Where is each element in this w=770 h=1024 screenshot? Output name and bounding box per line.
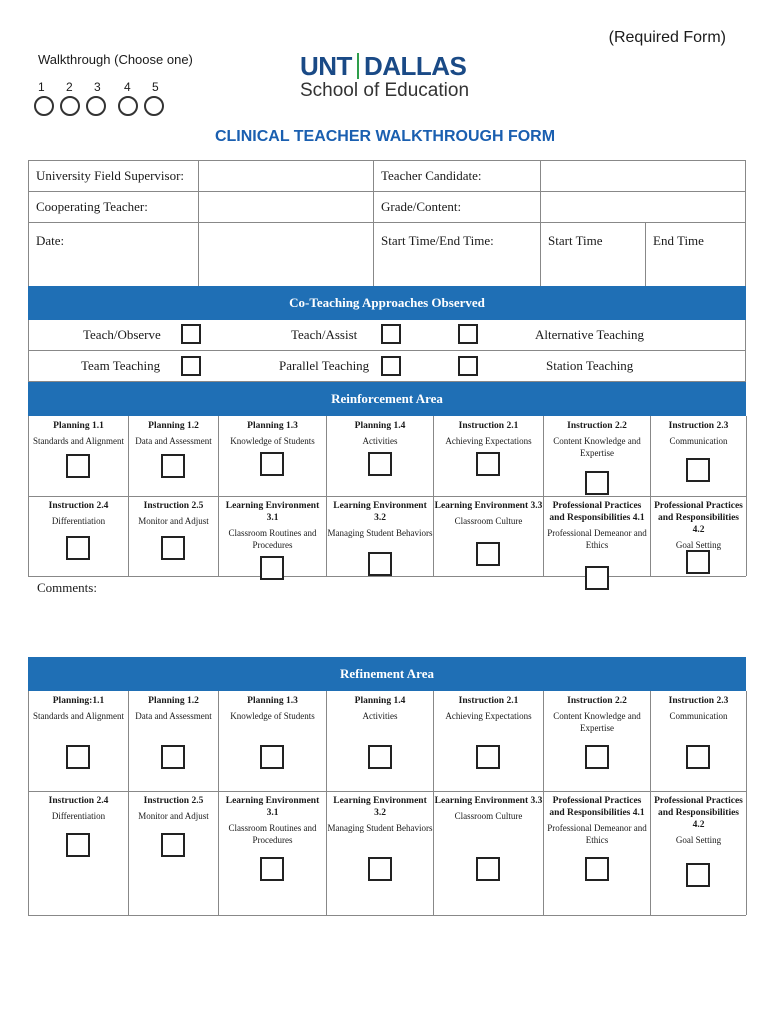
refinement-standard-description: Achieving Expectations [445, 711, 532, 721]
reinforcement-header: Reinforcement Area [28, 382, 746, 416]
alternative-teaching-checkbox[interactable] [458, 324, 478, 344]
refinement-standard-description: Monitor and Adjust [138, 811, 209, 821]
reinforcement-row1-checkbox-1[interactable] [66, 454, 90, 478]
refinement-row1-cell-4 [326, 691, 433, 791]
reinforcement-standard-description: Achieving Expectations [445, 436, 532, 446]
refinement-standard-description: Data and Assessment [135, 711, 212, 721]
station-teaching-label: Station Teaching [546, 358, 634, 373]
refinement-row2-checkbox-4[interactable] [368, 857, 392, 881]
cooperating-label: Cooperating Teacher: [29, 192, 199, 223]
reinforcement-standard-title: Learning Environment 3.2 [333, 501, 427, 523]
refinement-standard-description: Knowledge of Students [230, 711, 315, 721]
refinement-row2-checkbox-1[interactable] [66, 833, 90, 857]
reinforcement-row1-checkbox-6[interactable] [585, 471, 609, 495]
form-title: CLINICAL TEACHER WALKTHROUGH FORM [214, 128, 556, 145]
cooperating-field[interactable] [199, 192, 374, 223]
logo-divider [357, 53, 359, 79]
walkthrough-radio-2[interactable] [60, 96, 80, 116]
teach-observe-label: Teach/Observe [83, 327, 161, 342]
refinement-standard-title: Professional Practices and Responsibilities 4.1 [549, 796, 645, 818]
reinforcement-standard-description: Classroom Culture [454, 516, 523, 526]
refinement-standard-title: Instruction 2.1 [458, 696, 519, 706]
reinforcement-standard-description: Communication [669, 436, 728, 446]
refinement-row2-checkbox-5[interactable] [476, 857, 500, 881]
walkthrough-radio-1[interactable] [34, 96, 54, 116]
reinforcement-right-border [746, 416, 747, 496]
reinforcement-row1-checkbox-7[interactable] [686, 458, 710, 482]
refinement-standard-description: Communication [669, 711, 728, 721]
refinement-row2-cell-5 [433, 791, 543, 915]
reinforcement-row2-checkbox-7[interactable] [686, 550, 710, 574]
refinement-row2-checkbox-2[interactable] [161, 833, 185, 857]
refinement-standard-title: Instruction 2.3 [668, 696, 729, 706]
reinforcement-row2-checkbox-5[interactable] [476, 542, 500, 566]
refinement-standard-title: Planning 1.3 [247, 696, 298, 706]
reinforcement-standard-title: Instruction 2.4 [48, 501, 109, 511]
refinement-row1-cell-2 [128, 691, 218, 791]
reinforcement-standard-title: Instruction 2.3 [668, 421, 729, 431]
refinement-row2-checkbox-6[interactable] [585, 857, 609, 881]
refinement-right-border [746, 691, 747, 791]
refinement-standard-description: Standards and Alignment [33, 711, 124, 721]
refinement-row1-checkbox-7[interactable] [686, 745, 710, 769]
reinforcement-standard-description: Managing Student Behaviors [327, 528, 433, 538]
refinement-standard-title: Professional Practices and Responsibilities 4.2 [654, 796, 743, 830]
refinement-row1-cell-6 [543, 691, 650, 791]
teach-observe-checkbox[interactable] [181, 324, 201, 344]
refinement-standard-title: Learning Environment 3.3 [434, 796, 543, 806]
refinement-standard-description: Activities [362, 711, 398, 721]
reinforcement-standard-title: Planning 1.2 [148, 421, 199, 431]
reinforcement-standard-description: Professional Demeanor and Ethics [547, 528, 647, 550]
reinforcement-standard-title: Learning Environment 3.1 [225, 501, 320, 523]
refinement-standard-title: Instruction 2.5 [143, 796, 204, 806]
reinforcement-row2-checkbox-1[interactable] [66, 536, 90, 560]
logo-dallas: DALLAS [363, 51, 467, 81]
refinement-row2-cell-6 [543, 791, 650, 915]
reinforcement-standard-description: Activities [362, 436, 398, 446]
refinement-standard-description: Professional Demeanor and Ethics [547, 823, 647, 845]
grade-field[interactable] [541, 192, 746, 223]
reinforcement-standard-title: Planning 1.3 [247, 421, 298, 431]
refinement-row2-checkbox-7[interactable] [686, 863, 710, 887]
reinforcement-right-border [746, 496, 747, 576]
start-time-field[interactable]: Start Time [541, 223, 646, 290]
comments-label: Comments: [37, 580, 97, 595]
reinforcement-standard-title: Professional Practices and Responsibilities 4.2 [654, 501, 743, 535]
refinement-row1-cell-3 [218, 691, 326, 791]
refinement-row1-checkbox-5[interactable] [476, 745, 500, 769]
walkthrough-number-4: 4 [124, 80, 131, 94]
refinement-standard-description: Differentiation [51, 811, 106, 821]
coteaching-row-1 [28, 320, 746, 351]
refinement-standard-description: Goal Setting [675, 835, 722, 845]
refinement-row2-cell-4 [326, 791, 433, 915]
refinement-standard-title: Planning:1.1 [52, 696, 105, 706]
supervisor-label: University Field Supervisor: [29, 161, 199, 192]
refinement-standard-description: Content Knowledge and Expertise [553, 711, 641, 733]
refinement-row2-checkbox-3[interactable] [260, 857, 284, 881]
reinforcement-standard-description: Classroom Routines and Procedures [228, 528, 317, 550]
reinforcement-standard-title: Instruction 2.2 [567, 421, 627, 431]
grade-label: Grade/Content: [374, 192, 541, 223]
date-label: Date: [29, 223, 199, 290]
refinement-standard-description: Classroom Routines and Procedures [228, 823, 317, 845]
reinforcement-standard-title: Instruction 2.5 [143, 501, 204, 511]
refinement-row1-cell-5 [433, 691, 543, 791]
time-label: Start Time/End Time: [374, 223, 541, 290]
walkthrough-radio-3[interactable] [86, 96, 106, 116]
refinement-right-border [746, 791, 747, 915]
walkthrough-number-2: 2 [66, 80, 73, 94]
reinforcement-row1-checkbox-2[interactable] [161, 454, 185, 478]
teach-assist-checkbox[interactable] [381, 324, 401, 344]
end-time-field[interactable]: End Time [646, 223, 746, 290]
candidate-label: Teacher Candidate: [374, 161, 541, 192]
refinement-standard-title: Learning Environment 3.1 [225, 796, 320, 818]
refinement-row1-checkbox-6[interactable] [585, 745, 609, 769]
candidate-field[interactable] [541, 161, 746, 192]
reinforcement-standard-title: Instruction 2.1 [458, 421, 519, 431]
refinement-standard-title: Learning Environment 3.2 [333, 796, 427, 818]
reinforcement-standard-description: Standards and Alignment [33, 436, 124, 446]
reinforcement-standard-description: Monitor and Adjust [138, 516, 209, 526]
refinement-row1-cell-1 [28, 691, 128, 791]
logo-unt: UNT [300, 51, 352, 81]
coteaching-row-2 [28, 351, 746, 382]
reinforcement-row2-checkbox-2[interactable] [161, 536, 185, 560]
walkthrough-number-3: 3 [94, 80, 101, 94]
info-table [28, 160, 746, 290]
refinement-standard-title: Instruction 2.2 [567, 696, 627, 706]
refinement-row1-checkbox-3[interactable] [260, 745, 284, 769]
walkthrough-radio-5[interactable] [144, 96, 164, 116]
alternative-teaching-label: Alternative Teaching [535, 327, 644, 342]
reinforcement-row1-checkbox-4[interactable] [368, 452, 392, 476]
refinement-row1-checkbox-1[interactable] [66, 745, 90, 769]
refinement-row-divider [28, 915, 746, 916]
refinement-standard-title: Planning 1.4 [354, 696, 406, 706]
reinforcement-row2-checkbox-6[interactable] [585, 566, 609, 590]
reinforcement-standard-title: Planning 1.1 [53, 421, 104, 431]
reinforcement-standard-title: Professional Practices and Responsibilities 4.1 [549, 501, 645, 523]
walkthrough-radio-4[interactable] [118, 96, 138, 116]
walkthrough-label: Walkthrough (Choose one) [38, 52, 193, 67]
teach-assist-label: Teach/Assist [291, 327, 358, 342]
reinforcement-row-divider [28, 576, 746, 577]
reinforcement-row2-cell-6 [543, 496, 650, 576]
refinement-standard-description: Managing Student Behaviors [327, 823, 433, 833]
refinement-standard-title: Planning 1.2 [148, 696, 199, 706]
refinement-standard-title: Instruction 2.4 [48, 796, 109, 806]
reinforcement-standard-description: Goal Setting [675, 540, 722, 550]
coteaching-header: Co-Teaching Approaches Observed [28, 286, 746, 320]
refinement-row1-checkbox-2[interactable] [161, 745, 185, 769]
team-teaching-label: Team Teaching [81, 358, 161, 373]
reinforcement-row1-checkbox-5[interactable] [476, 452, 500, 476]
reinforcement-row2-checkbox-4[interactable] [368, 552, 392, 576]
date-field[interactable] [199, 223, 374, 290]
refinement-row2-cell-7 [650, 791, 746, 915]
refinement-standard-description: Classroom Culture [454, 811, 523, 821]
walkthrough-number-5: 5 [152, 80, 159, 94]
parallel-teaching-checkbox[interactable] [381, 356, 401, 376]
reinforcement-standard-title: Learning Environment 3.3 [434, 501, 543, 511]
unt-dallas-logo [300, 52, 470, 102]
reinforcement-standard-description: Differentiation [51, 516, 106, 526]
refinement-header: Refinement Area [28, 657, 746, 691]
walkthrough-number-1: 1 [38, 80, 45, 94]
refinement-row1-checkbox-4[interactable] [368, 745, 392, 769]
supervisor-field[interactable] [199, 161, 374, 192]
reinforcement-row1-checkbox-3[interactable] [260, 452, 284, 476]
logo-school-of-education: School of Education [300, 80, 470, 101]
reinforcement-standard-description: Data and Assessment [135, 436, 212, 446]
refinement-row2-cell-3 [218, 791, 326, 915]
reinforcement-row2-checkbox-3[interactable] [260, 556, 284, 580]
reinforcement-row1-cell-7 [650, 416, 746, 496]
reinforcement-standard-description: Content Knowledge and Expertise [553, 436, 641, 458]
parallel-teaching-label: Parallel Teaching [279, 358, 370, 373]
reinforcement-standard-description: Knowledge of Students [230, 436, 315, 446]
reinforcement-standard-title: Planning 1.4 [354, 421, 406, 431]
refinement-row1-cell-7 [650, 691, 746, 791]
team-teaching-checkbox[interactable] [181, 356, 201, 376]
station-teaching-checkbox[interactable] [458, 356, 478, 376]
required-form-note: (Required Form) [608, 29, 726, 46]
